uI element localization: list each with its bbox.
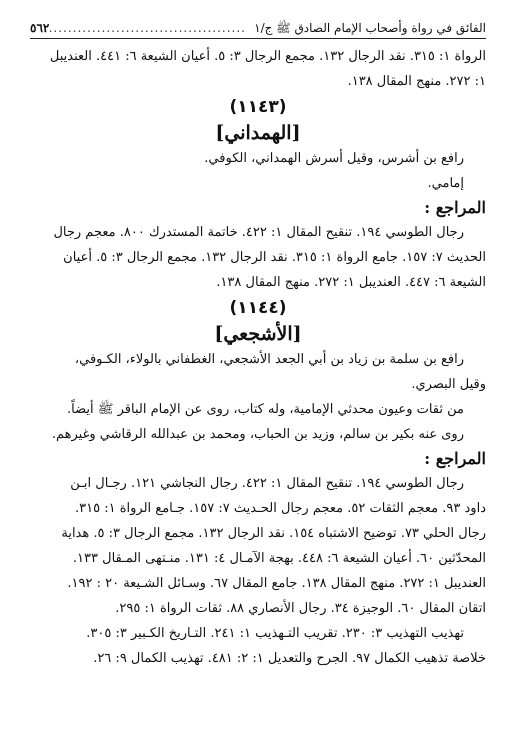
- entry-name: [الأشجعي]: [214, 323, 302, 345]
- reference-line: رجال الطوسي ١٩٤. تنقيح المقال ١: ٤٢٢. رجال النجاشي ١٢١. رجـال ابـن: [70, 476, 464, 491]
- reference-line: داود ٩٣. معجم الثقات ٥٢. معجم رجال الحـديث ٧: ١٥٧. جـامع الرواة ١: ٣١٥.: [75, 501, 486, 516]
- reference-line: تهذيب التهذيب ٣: ٢٣٠. تقريب التـهذيب ١: ٢٤١. التـاريخ الكـبير ٣: ٣٠٥.: [86, 626, 464, 641]
- reference-line: ١: ٢٧٢. منهج المقال ١٣٨.: [347, 74, 486, 89]
- reference-line: العنديبل ١: ٢٧٢. منهج المقال ١٣٨. جامع المقال ٦٧. وسـائل الشـيعة ٢٠ : ١٩٢.: [67, 576, 486, 591]
- entry-text: إمامي.: [427, 176, 464, 191]
- previous-entry-references: [30, 44, 486, 94]
- reference-line: الشيعة ٦: ٤٤٧. العنديبل ١: ٢٧٢. منهج المقال ١٣٨.: [216, 275, 486, 290]
- reference-line: المحدّثين ٦٠. أعيان الشيعة ٦: ٤٤٨. بهجة الآمـال ٤: ١٣١. منـتهى المـقال ١٣٣.: [72, 551, 486, 566]
- entry-text: رافع بن سلمة بن زياد بن أبي الجعد الأشجعي، الغطفاني بالولاء، الكـوفي،: [74, 352, 464, 367]
- entry-text: رافع بن أشرس، وقيل أسرش الهمداني، الكوفي.: [204, 151, 464, 166]
- entry-text: وقيل البصري.: [411, 377, 486, 392]
- book-title: الفائق في رواة وأصحاب الإمام الصادق ﷺ ج/١: [254, 21, 486, 35]
- entry-number: (١١٤٤): [229, 298, 287, 318]
- reference-line: الحديث ٧: ١٥٧. جامع الرواة ١: ٣١٥. نقد الرجال ١٣٢. مجمع الرجال ٣: ٥. أعيان: [63, 250, 486, 265]
- entry-text: من ثقات وعيون محدثي الإمامية، وله كتاب، روى عن الإمام الباقر ﷺ أيضاً.: [67, 402, 464, 417]
- header-leader-dots: ..........................................: [43, 21, 246, 35]
- entry-1144: [30, 295, 486, 671]
- entry-text: روى عنه بكير بن سالم، وزيد بن الحباب، ومحمد بن عبدالله الرقاشي وغيرهم.: [51, 427, 464, 442]
- reference-line: رجال الطوسي ١٩٤. تنقيح المقال ١: ٤٢٢. خاتمة المستدرك ٨٠٠. معجم رجال: [53, 225, 464, 240]
- page-number: ٥٦٢: [30, 21, 50, 35]
- entry-1143: [30, 94, 486, 295]
- reference-line: رجال الحلي ٧٣. توضيح الاشتباه ١٥٤. نقد الرجال ١٣٢. مجمع الرجال ٣: ٥. هداية: [61, 526, 486, 541]
- page-content: [30, 44, 486, 671]
- entry-name: [الهمداني]: [215, 122, 301, 144]
- running-header: [30, 20, 486, 39]
- references-heading: المراجع :: [424, 449, 486, 468]
- reference-line: الرواة ١: ٣١٥. نقد الرجال ١٣٢. مجمع الرجال ٣: ٥. أعيان الشيعة ٦: ٤٤١. العنديبل: [49, 49, 486, 64]
- reference-line: اتقان المقال ٦٠. الوجيزة ٣٤. رجال الأنصاري ٨٨. ثقات الرواة ١: ٢٩٥.: [115, 601, 486, 616]
- entry-number: (١١٤٣): [229, 97, 287, 117]
- references-heading: المراجع :: [424, 198, 486, 217]
- reference-line: خلاصة تذهيب الكمال ٩٧. الجرح والتعديل ١: ٢: ٤٨١. تهذيب الكمال ٩: ٢٦.: [93, 651, 486, 666]
